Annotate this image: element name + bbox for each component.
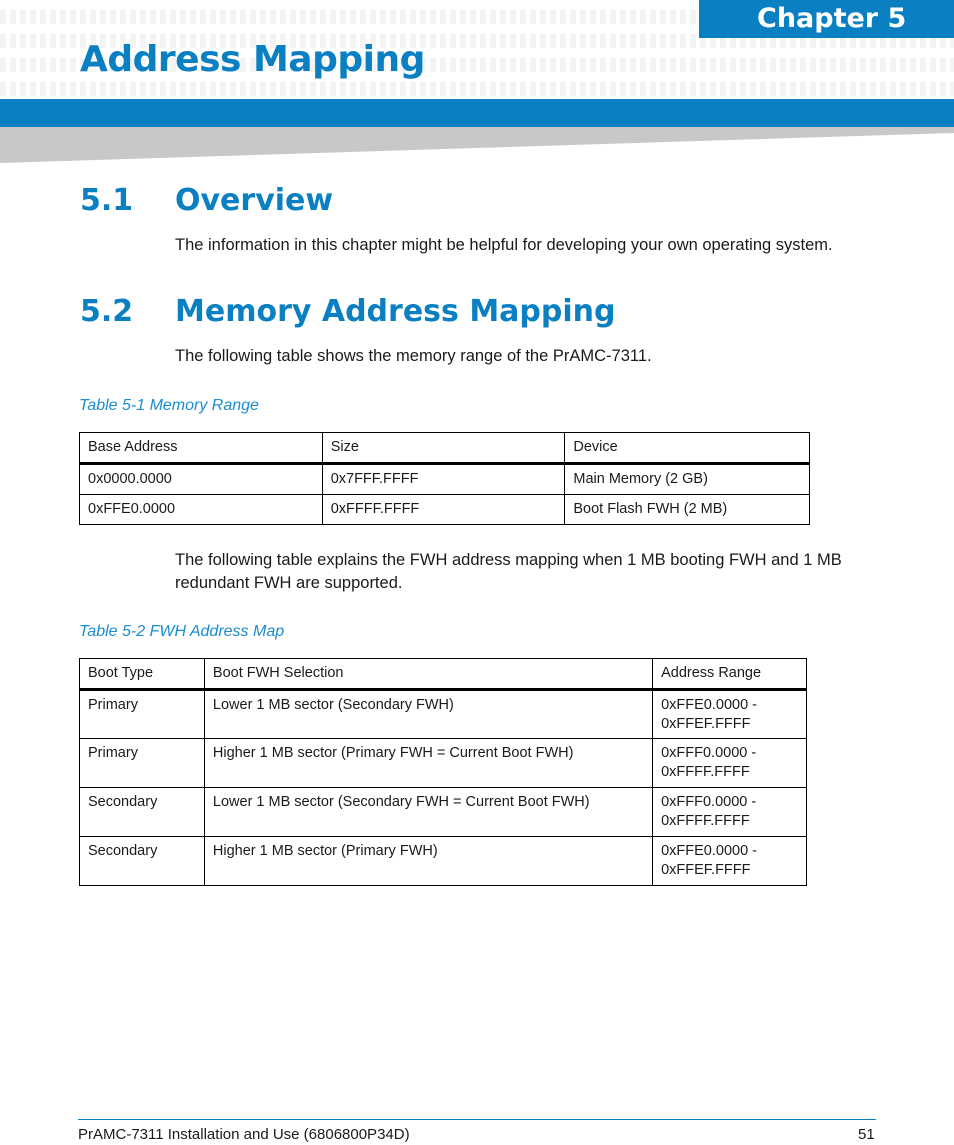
address-start: 0xFFF0.0000 - bbox=[661, 794, 757, 810]
memory-intro-paragraph: The following table shows the memory range of the PrAMC-7311. bbox=[175, 347, 652, 365]
fwh-intro-paragraph bbox=[175, 549, 895, 595]
chapter-label: Chapter 5 bbox=[757, 3, 907, 34]
section-number: 5.2 bbox=[80, 294, 134, 329]
table-header-row bbox=[80, 433, 810, 464]
overview-paragraph: The information in this chapter might be helpful for developing your own operating system. bbox=[175, 236, 833, 254]
address-end: 0xFFFF.FFFF bbox=[661, 764, 750, 780]
table-cell bbox=[653, 837, 807, 886]
page-title: Address Mapping bbox=[80, 39, 425, 80]
section-heading-overview bbox=[80, 183, 680, 219]
address-end: 0xFFEF.FFFF bbox=[661, 716, 751, 732]
column-header: Boot Type bbox=[80, 659, 205, 690]
table-row bbox=[80, 464, 810, 495]
table1-caption: Table 5-1 Memory Range bbox=[79, 397, 259, 414]
column-header: Boot FWH Selection bbox=[204, 659, 652, 690]
table-cell: 0x7FFF.FFFF bbox=[322, 464, 565, 495]
table-cell: Boot Flash FWH (2 MB) bbox=[565, 495, 810, 525]
footer-rule bbox=[78, 1119, 876, 1120]
table-cell: Lower 1 MB sector (Secondary FWH = Current Boot FWH) bbox=[204, 788, 652, 837]
table-cell: Primary bbox=[80, 690, 205, 739]
table-cell: 0xFFFF.FFFF bbox=[322, 495, 565, 525]
section-title: Overview bbox=[175, 183, 334, 218]
address-start: 0xFFE0.0000 - bbox=[661, 697, 758, 713]
table-cell: Main Memory (2 GB) bbox=[565, 464, 810, 495]
table-row bbox=[80, 788, 807, 837]
fwh-address-map-table bbox=[79, 658, 807, 886]
paragraph-line: The following table explains the FWH address mapping when 1 MB booting FWH and 1 MB bbox=[175, 551, 842, 569]
table-row bbox=[80, 739, 807, 788]
section-number: 5.1 bbox=[80, 183, 134, 218]
table-cell bbox=[653, 690, 807, 739]
table-cell bbox=[653, 739, 807, 788]
paragraph-line: redundant FWH are supported. bbox=[175, 574, 403, 592]
column-header: Device bbox=[565, 433, 810, 464]
table-cell: Higher 1 MB sector (Primary FWH = Current Boot FWH) bbox=[204, 739, 652, 788]
table2-caption: Table 5-2 FWH Address Map bbox=[79, 623, 285, 640]
page-number: 51 bbox=[858, 1126, 875, 1143]
table-cell: 0x0000.0000 bbox=[80, 464, 323, 495]
address-end: 0xFFFF.FFFF bbox=[661, 813, 750, 829]
table-cell bbox=[653, 788, 807, 837]
header-blue-band bbox=[0, 99, 954, 127]
column-header: Address Range bbox=[653, 659, 807, 690]
table-row bbox=[80, 690, 807, 739]
table-cell: Secondary bbox=[80, 837, 205, 886]
table-row bbox=[80, 837, 807, 886]
table-cell: Secondary bbox=[80, 788, 205, 837]
address-start: 0xFFF0.0000 - bbox=[661, 745, 757, 761]
table-cell: Primary bbox=[80, 739, 205, 788]
column-header: Size bbox=[322, 433, 565, 464]
header-grey-wedge bbox=[0, 127, 954, 163]
table-cell: Higher 1 MB sector (Primary FWH) bbox=[204, 837, 652, 886]
address-start: 0xFFE0.0000 - bbox=[661, 843, 758, 859]
chapter-tab bbox=[699, 0, 954, 38]
footer-document-title: PrAMC-7311 Installation and Use (6806800P34D) bbox=[78, 1126, 410, 1143]
table-cell: Lower 1 MB sector (Secondary FWH) bbox=[204, 690, 652, 739]
table-cell: 0xFFE0.0000 bbox=[80, 495, 323, 525]
memory-range-table bbox=[79, 432, 810, 525]
section-title: Memory Address Mapping bbox=[175, 294, 616, 329]
column-header: Base Address bbox=[80, 433, 323, 464]
table-row bbox=[80, 495, 810, 525]
address-end: 0xFFEF.FFFF bbox=[661, 862, 751, 878]
section-heading-memory-address-mapping bbox=[80, 294, 780, 330]
table-header-row bbox=[80, 659, 807, 690]
